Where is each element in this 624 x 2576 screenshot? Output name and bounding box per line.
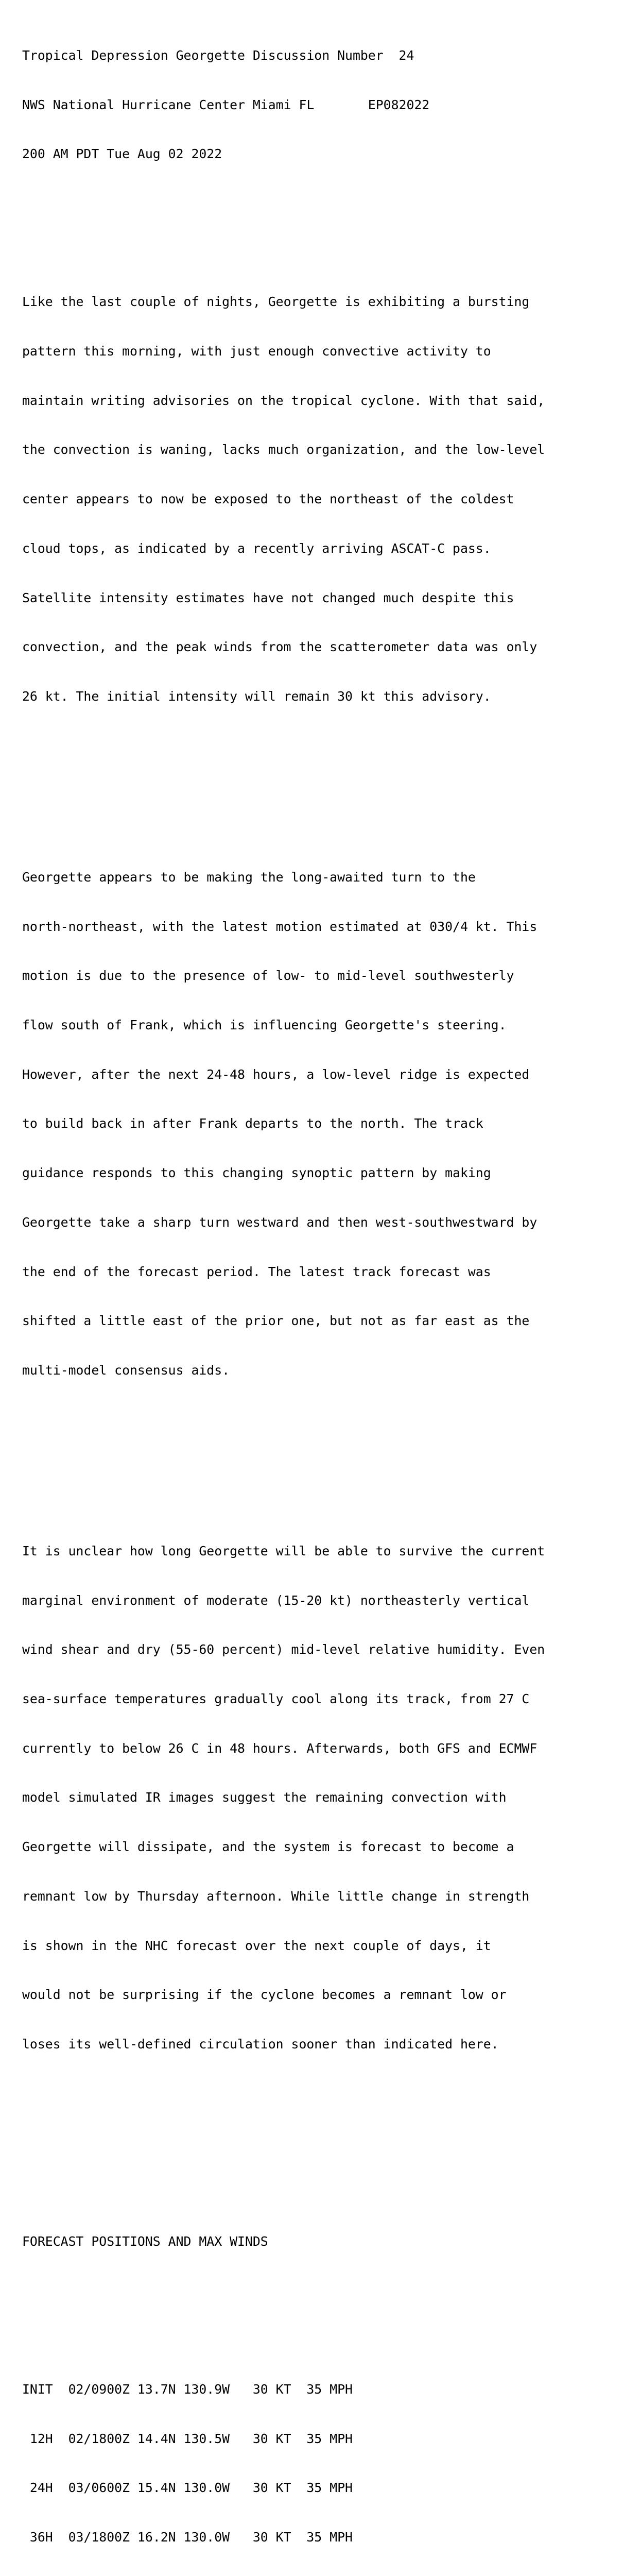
text-line: currently to below 26 C in 48 hours. Afterwards, both GFS and ECMWF [22,1740,538,1756]
text-line: convection, and the peak winds from the scatterometer data was only [22,639,538,655]
forecast-row: 36H 03/1800Z 16.2N 130.0W 30 KT 35 MPH [22,2529,353,2545]
text-line: maintain writing advisories on the tropical cyclone. With that said, [22,393,545,408]
text-line: Georgette appears to be making the long-awaited turn to the [22,869,476,885]
text-line: multi-model consensus aids. [22,1362,230,1378]
blank-line [22,1444,614,1461]
text-line: However, after the next 24-48 hours, a low-level ridge is expected [22,1066,530,1082]
forecast-heading: FORECAST POSITIONS AND MAX WINDS [22,2233,268,2249]
text-line: the convection is waning, lacks much organization, and the low-level [22,442,545,457]
text-line: north-northeast, with the latest motion estimated at 030/4 kt. This [22,919,538,934]
blank-line [22,770,614,787]
text-line: cloud tops, as indicated by a recently arriving ASCAT-C pass. [22,540,491,556]
text-line: Georgette will dissipate, and the system is forecast to become a [22,1839,514,1855]
discussion-document [22,14,614,2576]
text-line: marginal environment of moderate (15-20 kt) northeasterly vertical [22,1592,530,1608]
blank-line [22,2118,614,2134]
blank-line [22,2167,614,2184]
blank-line [22,195,614,212]
text-line: the end of the forecast period. The latest track forecast was [22,1264,491,1279]
text-line: flow south of Frank, which is influencing Georgette's steering. [22,1018,507,1033]
paragraph-track [22,836,614,1412]
text-line: center appears to now be exposed to the northeast of the coldest [22,492,514,507]
text-line: sea-surface temperatures gradually cool along its track, from 27 C [22,1691,530,1706]
forecast-table [22,2348,614,2576]
forecast-row: 12H 02/1800Z 14.4N 130.5W 30 KT 35 MPH [22,2431,353,2446]
blank-line [22,2282,614,2299]
issue-time: 200 AM PDT Tue Aug 02 2022 [22,146,222,162]
text-line: Georgette take a sharp turn westward and then west-southwestward by [22,1214,538,1230]
text-line: shifted a little east of the prior one, but not as far east as the [22,1313,530,1329]
text-line: motion is due to the presence of low- to mid-level southwesterly [22,968,514,984]
text-line: Satellite intensity estimates have not changed much despite this [22,590,514,605]
forecast-row: INIT 02/0900Z 13.7N 130.9W 30 KT 35 MPH [22,2381,353,2397]
paragraph-intensity [22,261,614,738]
forecast-row: 24H 03/0600Z 15.4N 130.0W 30 KT 35 MPH [22,2480,353,2496]
text-line: It is unclear how long Georgette will be able to survive the current [22,1543,545,1558]
text-line: 26 kt. The initial intensity will remain 30 kt this advisory. [22,688,491,704]
text-line: wind shear and dry (55-60 percent) mid-level relative humidity. Even [22,1642,545,1657]
text-line: would not be surprising if the cyclone becomes a remnant low or [22,1987,507,2003]
text-line: remnant low by Thursday afternoon. While little change in strength [22,1888,530,1904]
issuing-office: NWS National Hurricane Center Miami FL EP082022 [22,97,430,112]
paragraph-environment [22,1510,614,2086]
text-line: to build back in after Frank departs to the north. The track [22,1116,483,1131]
text-line: pattern this morning, with just enough convective activity to [22,344,491,359]
discussion-title: Tropical Depression Georgette Discussion Number 24 [22,47,414,63]
text-line: guidance responds to this changing synoptic pattern by making [22,1165,491,1181]
text-line: loses its well-defined circulation sooner than indicated here. [22,2036,499,2052]
text-line: is shown in the NHC forecast over the next couple of days, it [22,1938,491,1953]
text-line: Like the last couple of nights, Georgette is exhibiting a bursting [22,294,530,310]
text-line: model simulated IR images suggest the remaining convection with [22,1790,507,1805]
